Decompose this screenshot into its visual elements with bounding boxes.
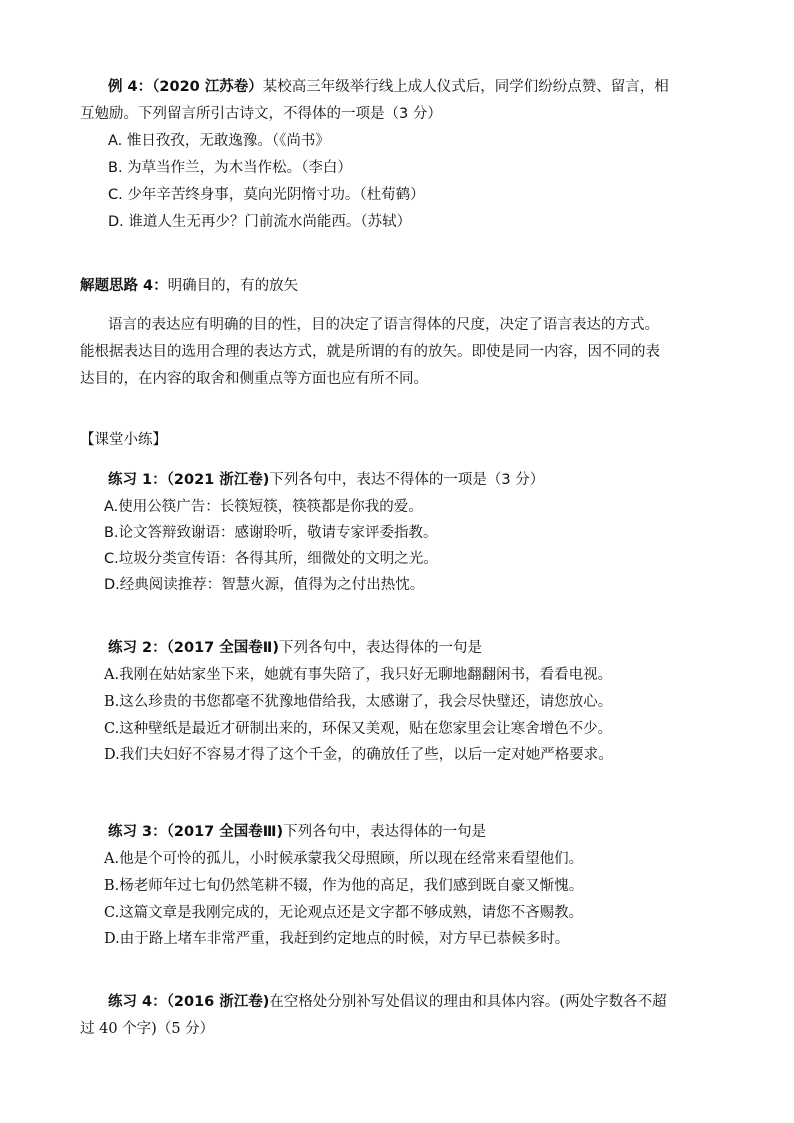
approach4-label: 解题思路 4： [80, 278, 168, 294]
practice3-option-c: C.这篇文章是我刚完成的，无论观点还是文字都不够成熟，请您不吝赐教。 [104, 905, 584, 921]
practice2-label: 练习 2： [108, 640, 167, 656]
practice1-stem-text: 下列各句中，表达不得体的一项是（3 分） [269, 472, 545, 488]
practice2-source: （2017 全国卷Ⅱ) [166, 640, 279, 656]
example4-option-c: C. 少年辛苦终身事，莫向光阴惰寸功。（杜荀鹤） [108, 187, 425, 203]
example4-label: 例 4： [108, 79, 153, 95]
practice3-option-b: B.杨老师年过七旬仍然笔耕不辍，作为他的高足，我们感到既自豪又惭愧。 [104, 878, 584, 894]
practice2-stem [108, 638, 482, 658]
practice1-stem [108, 470, 544, 490]
practice2-option-d: D.我们夫妇好不容易才得了这个千金，的确放任了些，以后一定对她严格要求。 [104, 747, 613, 763]
practice1-option-c: C.垃圾分类宣传语：各得其所，细微处的文明之光。 [104, 551, 438, 567]
practice2-stem-text: 下列各句中，表达得体的一句是 [278, 640, 482, 656]
example4-option-a: A. 惟日孜孜，无敢逸豫。（《尚书》 [108, 133, 330, 149]
example4-stem-line1 [108, 77, 669, 97]
practice4-label: 练习 4： [108, 994, 167, 1010]
practice4-source: （2016 浙江卷) [166, 994, 270, 1010]
approach4-heading [80, 276, 298, 296]
practice3-source: （2017 全国卷Ⅲ) [166, 824, 284, 840]
practice1-option-a: A.使用公筷广告：长筷短筷，筷筷都是你我的爱。 [104, 499, 423, 515]
practice4-stem-line2: 过 40 个字)（5 分） [80, 1021, 215, 1037]
example4-option-d: D. 谁道人生无再少？门前流水尚能西。（苏轼） [108, 214, 412, 230]
practice3-option-a: A.他是个可怜的孤儿，小时候承蒙我父母照顾，所以现在经常来看望他们。 [104, 851, 584, 867]
example4-stem-line2: 互勉励。下列留言所引古诗文，不得体的一项是（3 分） [80, 106, 442, 122]
practice3-stem [108, 822, 486, 842]
practice4-stem-text: 在空格处分别补写处倡议的理由和具体内容。(两处字数各不超 [269, 994, 667, 1010]
practice2-option-b: B.这么珍贵的书您都毫不犹豫地借给我，太感谢了，我会尽快璧还，请您放心。 [104, 694, 613, 710]
approach4-paragraph-line1: 语言的表达应有明确的目的性，目的决定了语言得体的尺度，决定了语言表达的方式。 [108, 317, 659, 333]
practice2-option-a: A.我刚在姑姑家坐下来，她就有事失陪了，我只好无聊地翻翻闲书，看看电视。 [104, 667, 613, 683]
practice3-stem-text: 下列各句中，表达得体的一句是 [283, 824, 487, 840]
practice1-option-b: B.论文答辩致谢语：感谢聆听，敬请专家评委指教。 [104, 525, 438, 541]
practice3-option-d: D.由于路上堵车非常严重，我赶到约定地点的时候，对方早已恭候多时。 [104, 931, 570, 947]
approach4-paragraph-line2: 能根据表达目的选用合理的表达方式，就是所谓的有的放矢。即使是同一内容，因不同的表 [80, 344, 660, 360]
approach4-paragraph-line3: 达目的，在内容的取舍和侧重点等方面也应有所不同。 [80, 371, 428, 387]
approach4-title: 明确目的，有的放矢 [167, 278, 299, 294]
example4-source: （2020 江苏卷） [152, 79, 263, 95]
example4-option-b: B. 为草当作兰，为木当作松。（李白） [108, 160, 352, 176]
practice1-label: 练习 1： [108, 472, 167, 488]
section-title: 【课堂小练】 [80, 432, 167, 448]
practice2-option-c: C.这种壁纸是最近才研制出来的，环保又美观，贴在您家里会让寒舍增色不少。 [104, 721, 613, 737]
example4-stem: 某校高三年级举行线上成人仪式后，同学们纷纷点赞、留言，相 [262, 79, 669, 95]
practice1-option-d: D.经典阅读推荐：智慧火源，值得为之付出热忱。 [104, 577, 425, 593]
practice3-label: 练习 3： [108, 824, 167, 840]
practice4-stem-line1 [108, 992, 667, 1012]
practice1-source: （2021 浙江卷) [166, 472, 270, 488]
